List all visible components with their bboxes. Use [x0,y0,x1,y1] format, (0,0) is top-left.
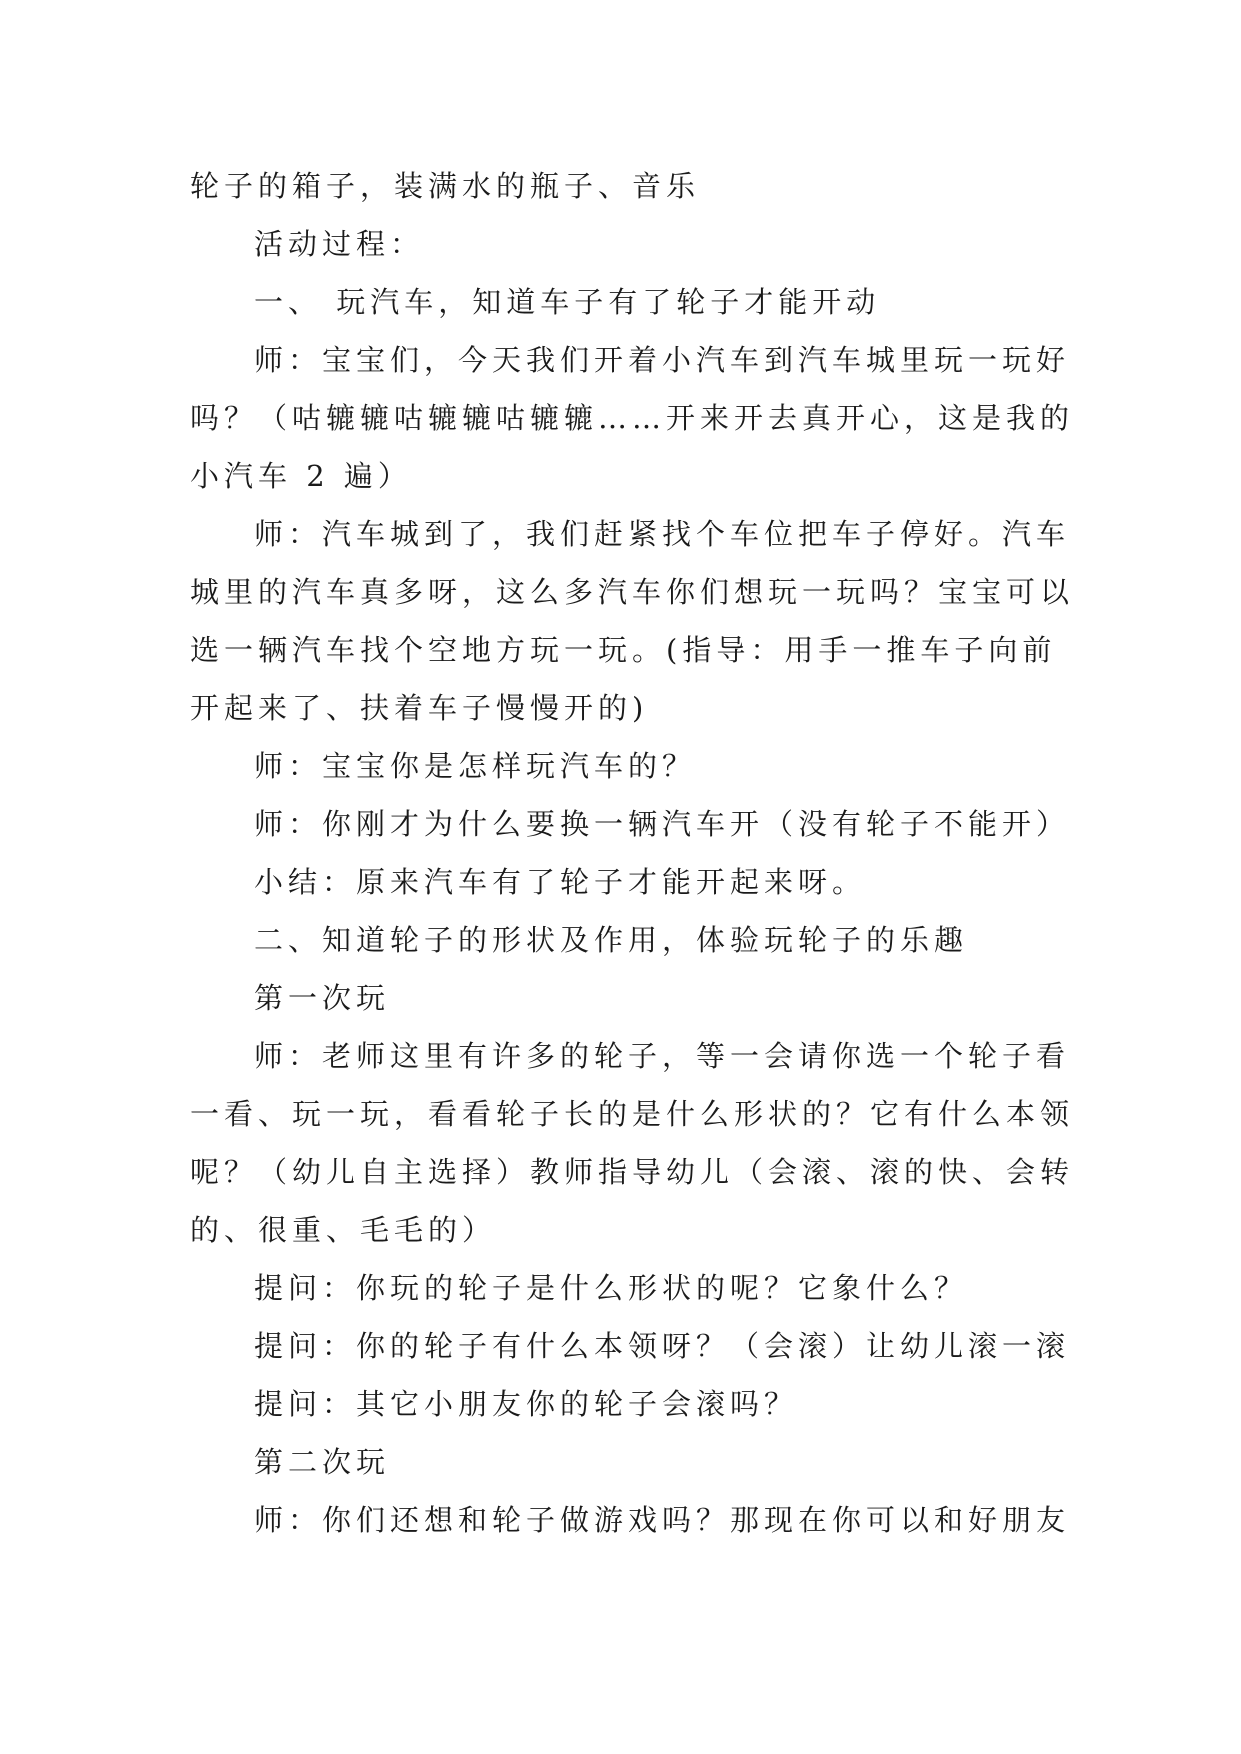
text-line: 提问：你的轮子有什么本领呀？（会滚）让幼儿滚一滚 [254,1329,1071,1363]
text-line: 呢？（幼儿自主选择）教师指导幼儿（会滚、滚的快、会转 [190,1155,1075,1189]
document-body [190,157,1075,1549]
text-line: 师：汽车城到了，我们赶紧找个车位把车子停好。汽车 [254,517,1071,551]
text-line: 师：宝宝你是怎样玩汽车的？ [254,749,697,783]
text-line: 二、知道轮子的形状及作用，体验玩轮子的乐趣 [254,923,969,957]
text-line: 选一辆汽车找个空地方玩一玩。(指导：用手一推车子向前 [190,633,1057,667]
text-line: 的、很重、毛毛的） [190,1213,497,1247]
text-line: 一、 玩汽车，知道车子有了轮子才能开动 [254,285,881,319]
text-line: 第二次玩 [254,1445,391,1479]
text-line: 提问：其它小朋友你的轮子会滚吗？ [254,1387,799,1421]
text-line: 吗？（咕辘辘咕辘辘咕辘辘……开来开去真开心，这是我的 [190,401,1075,435]
text-line: 师：老师这里有许多的轮子，等一会请你选一个轮子看 [254,1039,1071,1073]
text-line: 第一次玩 [254,981,391,1015]
text-line: 小结：原来汽车有了轮子才能开起来呀。 [254,865,867,899]
text-line: 开起来了、扶着车子慢慢开的) [190,691,649,725]
text-line: 一看、玩一玩，看看轮子长的是什么形状的？它有什么本领 [190,1097,1075,1131]
text-line: 师：你刚才为什么要换一辆汽车开（没有轮子不能开） [254,807,1071,841]
text-line: 活动过程： [254,227,425,261]
text-line: 师：宝宝们，今天我们开着小汽车到汽车城里玩一玩好 [254,343,1071,377]
text-line: 小汽车 2 遍） [190,459,412,493]
text-line: 轮子的箱子，装满水的瓶子、音乐 [190,169,701,203]
text-line: 提问：你玩的轮子是什么形状的呢？它象什么？ [254,1271,969,1305]
text-line: 城里的汽车真多呀，这么多汽车你们想玩一玩吗？宝宝可以 [190,575,1075,609]
text-line: 师：你们还想和轮子做游戏吗？那现在你可以和好朋友 [254,1503,1071,1537]
